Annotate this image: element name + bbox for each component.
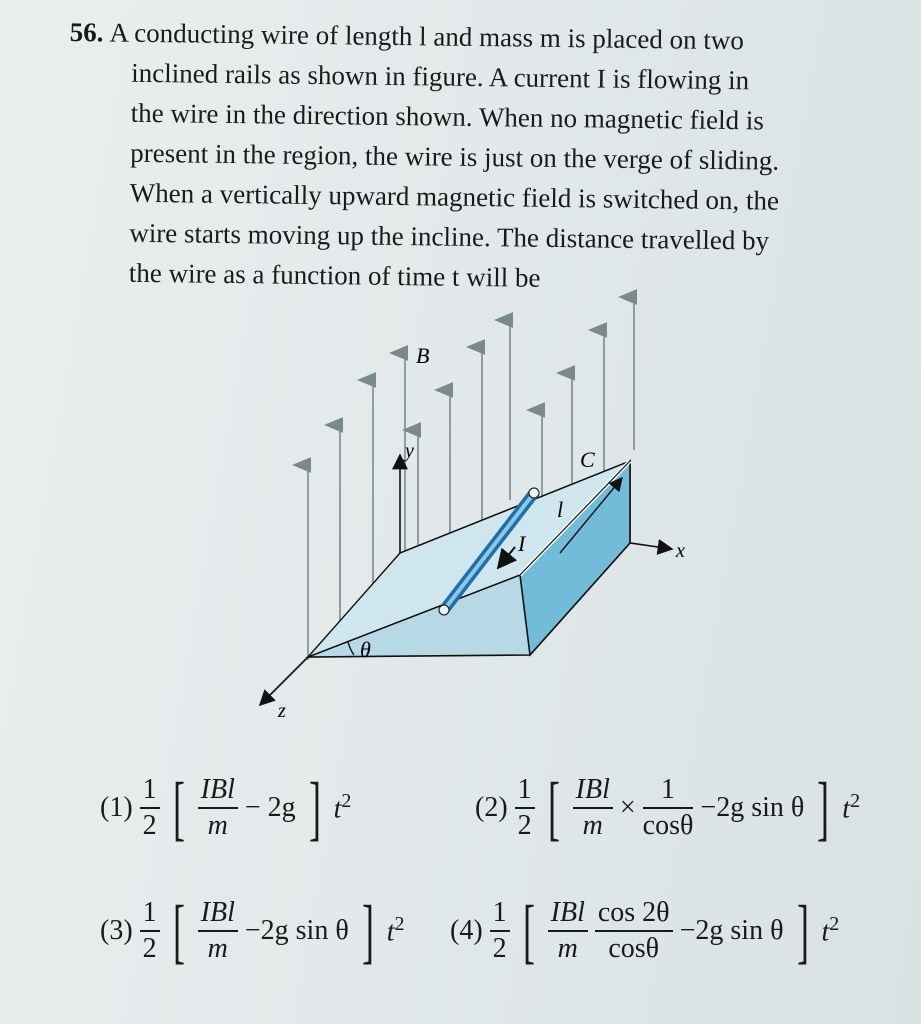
label-x: x [676, 540, 685, 562]
question-line-5: When a vertically upward magnetic field is switched on, the [129, 177, 780, 216]
option-2-half: $\frac{1}{2}$ [515, 773, 535, 843]
option-2-close-bracket: ] [817, 768, 830, 848]
label-C: C [580, 447, 595, 472]
inclined-wedge [308, 461, 630, 657]
option-2-fraction-2: $\frac{1}{\cos\theta}$ [642, 774, 694, 841]
label-theta: θ [360, 637, 371, 662]
option-3-time: $t^2$ [386, 913, 405, 948]
option-1-close-bracket: ] [308, 768, 321, 848]
option-3-label: (3) [100, 915, 133, 946]
label-l: l [557, 497, 564, 522]
label-y: y [405, 440, 414, 462]
option-3-close-bracket: ] [361, 891, 374, 971]
question-block [67, 12, 910, 302]
option-4-close-bracket: ] [796, 891, 809, 971]
option-1-term: − 2g [244, 792, 296, 823]
question-line-6: wire starts moving up the incline. The distance travelled by [129, 217, 770, 256]
option-2-open-bracket: [ [547, 768, 560, 848]
question-line-2: inclined rails as shown in figure. A current I is flowing in [131, 57, 750, 96]
option-2[interactable] [475, 768, 861, 848]
option-3[interactable] [100, 891, 405, 971]
option-1-time: $t^2$ [333, 790, 352, 825]
option-2-fraction: $\frac{\text{IBl}}{m}$ [573, 773, 613, 843]
label-I: I [518, 531, 526, 556]
option-1-open-bracket: [ [172, 768, 185, 848]
option-4-term: −2g sin θ [679, 915, 784, 946]
option-4[interactable] [450, 891, 840, 971]
option-2-label: (2) [475, 792, 508, 823]
z-axis [260, 657, 308, 705]
option-2-term: −2g sin θ [700, 792, 805, 823]
question-line-7: the wire as a function of time t will be [128, 257, 541, 293]
option-4-label: (4) [450, 915, 483, 946]
option-3-half: $\frac{1}{2}$ [140, 896, 160, 966]
option-3-term: −2g sin θ [244, 915, 349, 946]
option-3-open-bracket: [ [172, 891, 185, 971]
option-4-fraction: $\frac{\text{IBl}}{m}$ [548, 896, 588, 966]
option-1-fraction: $\frac{\text{IBl}}{m}$ [198, 773, 238, 843]
option-1-label: (1) [100, 792, 133, 823]
question-line-4: present in the region, the wire is just on the verge of sliding. [130, 137, 780, 176]
option-2-time: $t^2$ [842, 790, 861, 825]
label-z: z [278, 700, 286, 722]
option-2-times: × [619, 792, 636, 823]
option-1[interactable] [100, 768, 352, 848]
option-3-fraction: $\frac{\text{IBl}}{m}$ [198, 896, 238, 966]
question-number: 56. [69, 16, 104, 48]
question-line-1: A conducting wire of length l and mass m is placed on two [109, 17, 745, 56]
inclined-rails-figure [220, 285, 740, 725]
option-4-half: $\frac{1}{2}$ [490, 896, 510, 966]
option-1-half: $\frac{1}{2}$ [140, 773, 160, 843]
label-B: B [416, 343, 430, 368]
option-4-time: $t^2$ [821, 913, 840, 948]
option-4-fraction-2: $\frac{\cos 2\theta}{\cos\theta}$ [595, 896, 673, 966]
option-4-open-bracket: [ [522, 891, 535, 971]
question-line-3: the wire in the direction shown. When no magnetic field is [130, 97, 765, 136]
x-axis [630, 543, 672, 549]
